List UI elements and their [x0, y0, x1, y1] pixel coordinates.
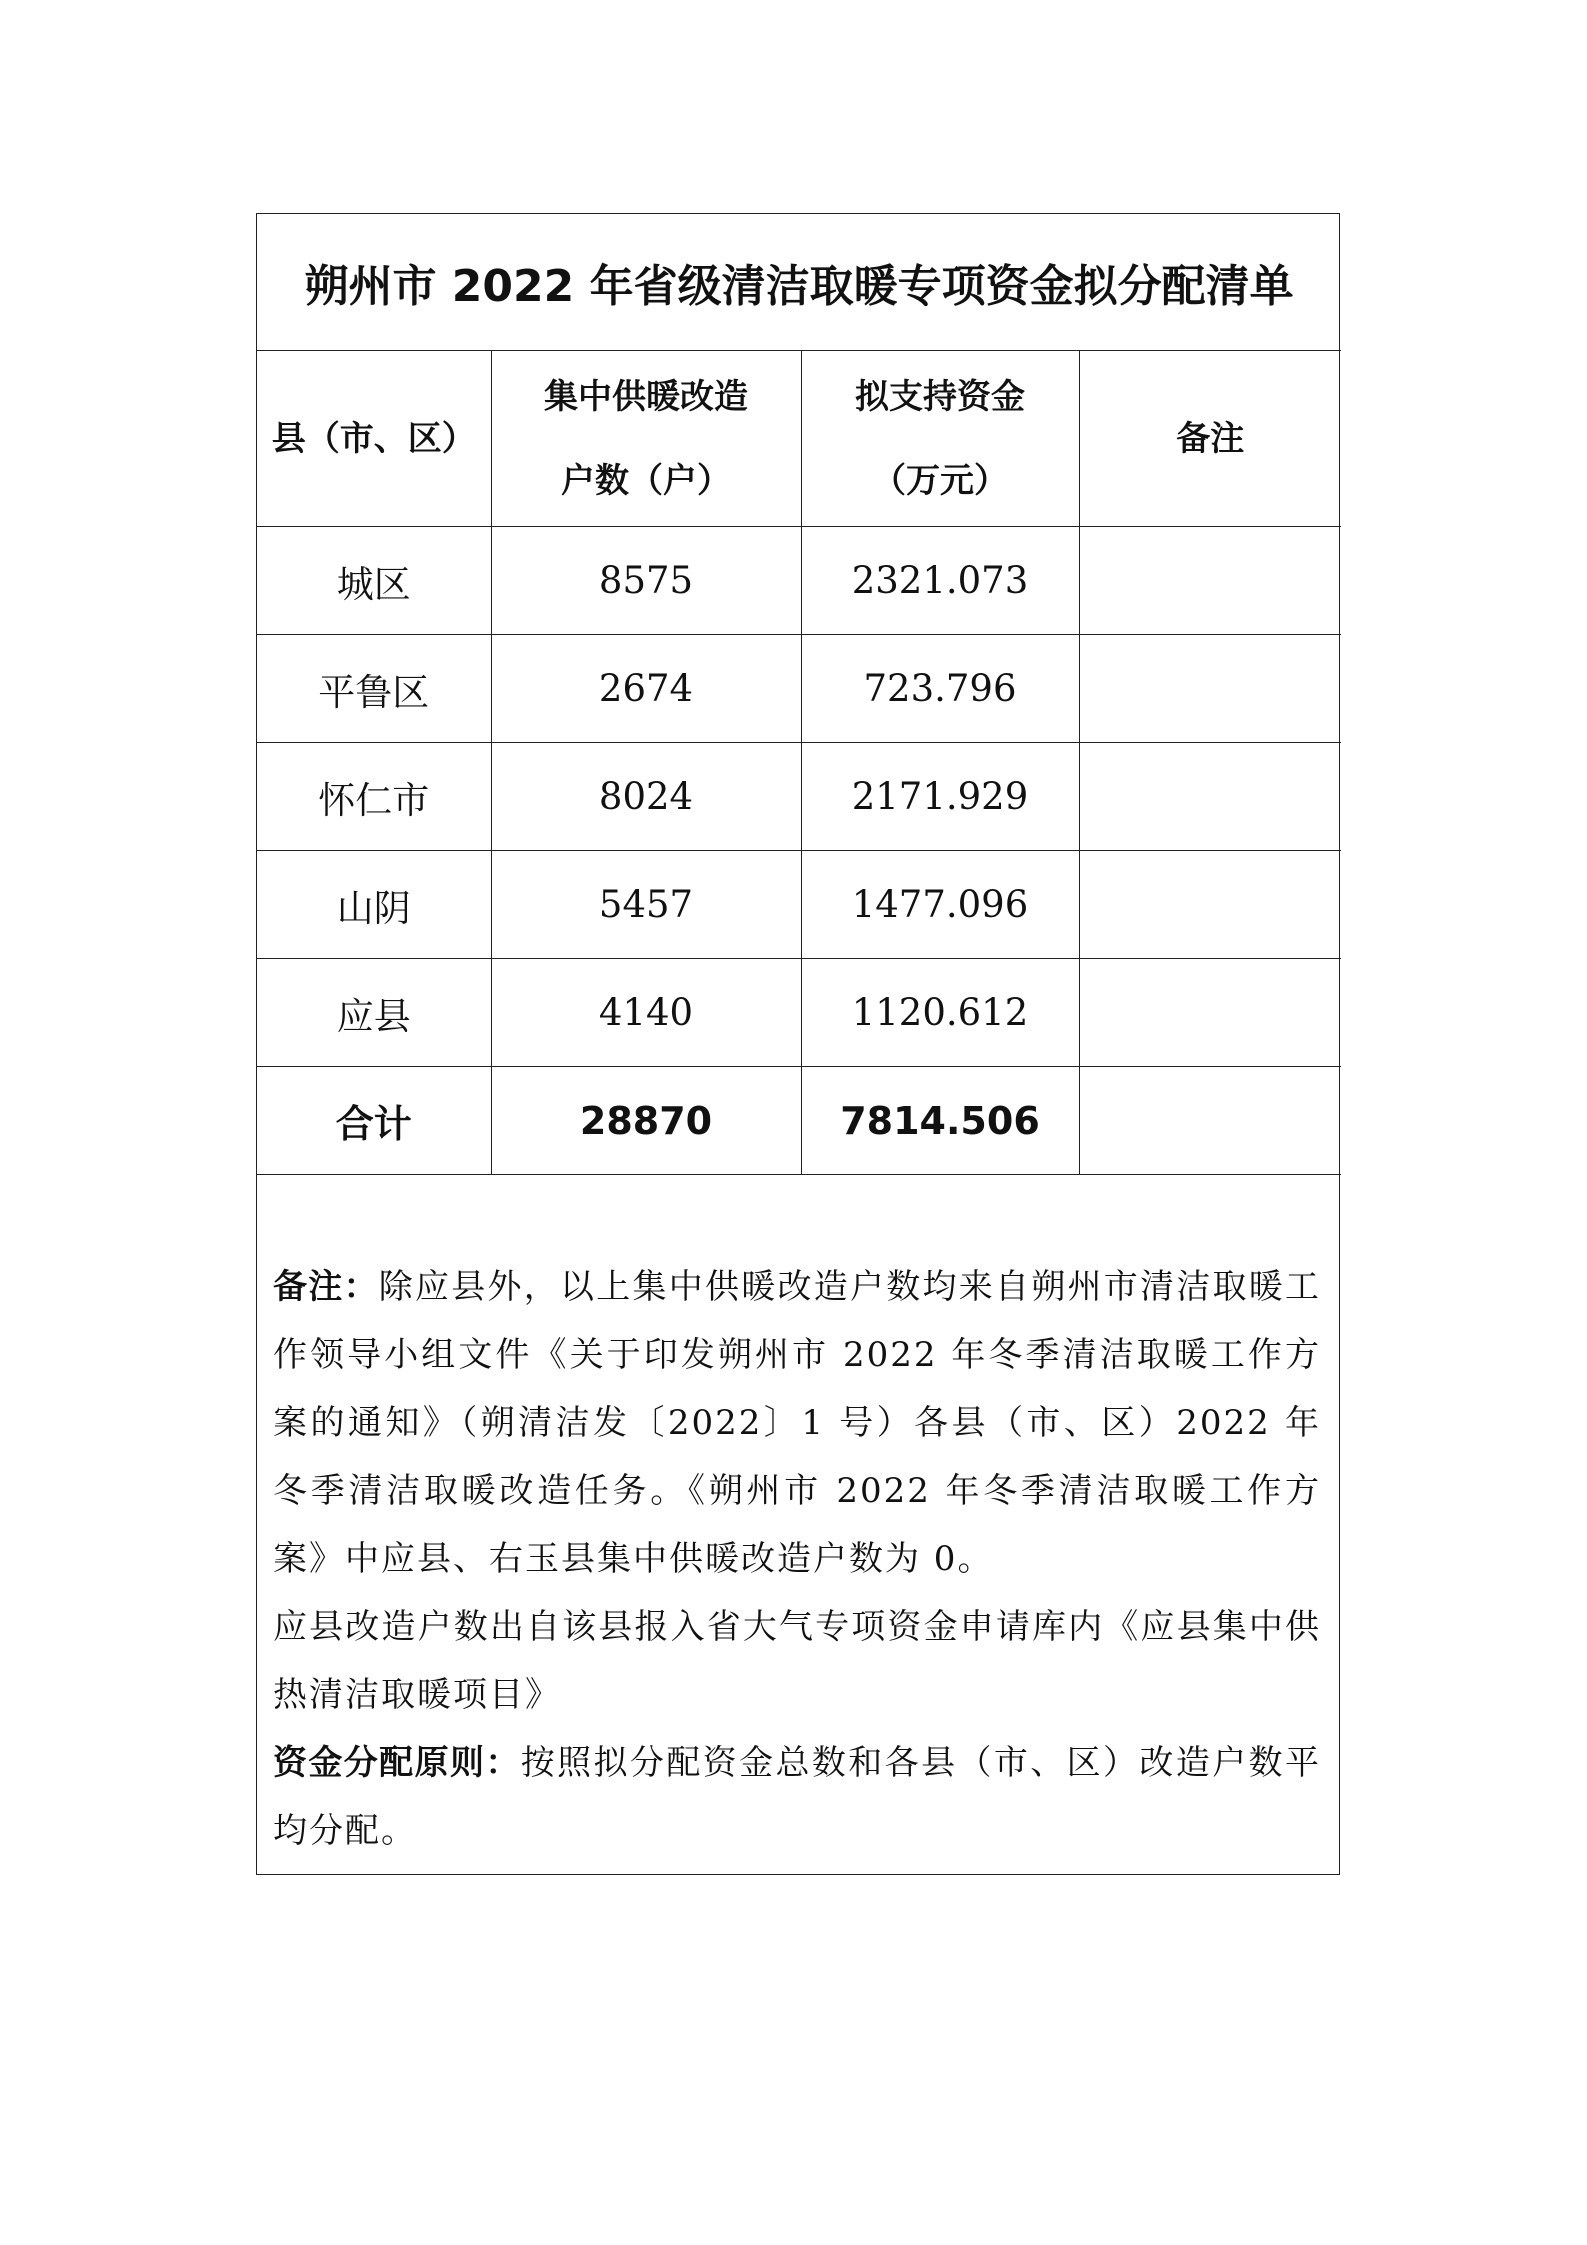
- header-funds: [801, 351, 1079, 527]
- funds-cell: 1477.096: [801, 851, 1079, 959]
- households-cell: 8575: [491, 527, 801, 635]
- header-households-line2: 户数（户）: [561, 460, 731, 501]
- county-cell: 平鲁区: [257, 635, 491, 743]
- remarks-cell: [1079, 635, 1341, 743]
- county-cell: 山阴: [257, 851, 491, 959]
- header-households-line1: 集中供暖改造: [544, 376, 748, 417]
- total-label: 合计: [257, 1067, 491, 1175]
- remarks-cell: [1079, 527, 1341, 635]
- funds-cell: 2321.073: [801, 527, 1079, 635]
- table-row: [257, 527, 1341, 635]
- header-funds-line2: （万元）: [872, 460, 1008, 501]
- total-row: [257, 1067, 1341, 1175]
- total-funds: 7814.506: [801, 1067, 1079, 1175]
- principle-text: 按照拟分配资金总数和各县（市、区）改造户数平均分配。: [273, 1743, 1321, 1851]
- remark-text: 除应县外，以上集中供暖改造户数均来自朔州市清洁取暖工作领导小组文件《关于印发朔州市 2022 年冬季清洁取暖工作方案的通知》（朔清洁发〔2022〕1 号）各县（市、区）2022 年冬季清洁取暖改造任务。《朔州市 2022 年冬季清洁取暖工作方案》中应县、右玉县集中供暖改造户数为 0。: [273, 1267, 1321, 1579]
- county-cell: 应县: [257, 959, 491, 1067]
- funds-cell: 723.796: [801, 635, 1079, 743]
- remarks-cell: [1079, 959, 1341, 1067]
- households-cell: 4140: [491, 959, 801, 1067]
- households-cell: 2674: [491, 635, 801, 743]
- county-cell: 城区: [257, 527, 491, 635]
- total-remarks: [1079, 1067, 1341, 1175]
- header-row: [257, 351, 1341, 527]
- table-row: [257, 635, 1341, 743]
- remark-label: 备注：: [273, 1267, 379, 1307]
- notes-section: [257, 1175, 1339, 1865]
- principle-label: 资金分配原则：: [273, 1743, 521, 1783]
- header-remarks-label: 备注: [1176, 418, 1245, 459]
- header-funds-line1: 拟支持资金: [855, 376, 1025, 417]
- allocation-document: [256, 213, 1340, 1875]
- source-text: 应县改造户数出自该县报入省大气专项资金申请库内《应县集中供热清洁取暖项目》: [273, 1607, 1321, 1715]
- households-cell: 8024: [491, 743, 801, 851]
- header-county-label: 县（市、区）: [271, 418, 476, 459]
- county-cell: 怀仁市: [257, 743, 491, 851]
- table-row: [257, 851, 1341, 959]
- document-title: 朔州市 2022 年省级清洁取暖专项资金拟分配清单: [257, 214, 1341, 351]
- header-households: [491, 351, 801, 527]
- title-row: [257, 214, 1341, 351]
- principle-paragraph: [273, 1729, 1321, 1865]
- header-remarks: [1079, 351, 1341, 527]
- allocation-table: [257, 214, 1341, 1175]
- funds-cell: 1120.612: [801, 959, 1079, 1067]
- funds-cell: 2171.929: [801, 743, 1079, 851]
- source-paragraph: [273, 1593, 1321, 1729]
- table-row: [257, 959, 1341, 1067]
- households-cell: 5457: [491, 851, 801, 959]
- remark-paragraph: [273, 1253, 1321, 1593]
- remarks-cell: [1079, 851, 1341, 959]
- table-row: [257, 743, 1341, 851]
- header-county: [257, 351, 491, 527]
- total-households: 28870: [491, 1067, 801, 1175]
- remarks-cell: [1079, 743, 1341, 851]
